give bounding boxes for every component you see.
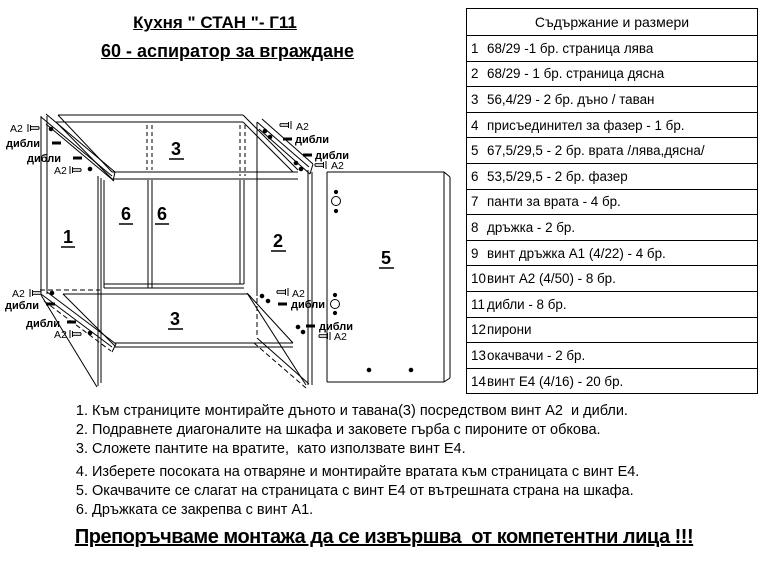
row-number: 7	[471, 194, 479, 210]
table-row	[467, 36, 757, 62]
row-text: винт Е4 (4/16) - 20 бр.	[487, 373, 624, 389]
instruction-number: 4.	[75, 464, 88, 480]
part-label-2: 2	[273, 231, 284, 251]
row-number: 4	[471, 117, 479, 133]
table-row	[467, 241, 757, 267]
table-row	[467, 318, 757, 344]
screw-label: A2	[334, 331, 347, 343]
part-label-6b: 6	[157, 204, 168, 224]
page-subtitle: 60 - аспиратор за вграждане	[101, 41, 354, 61]
dowel-label: дибли	[295, 134, 330, 146]
instruction-item	[0, 422, 760, 438]
table-row	[467, 266, 757, 292]
instruction-text: Окачвачите се слагат на страницата с винт Е4 от вътрешната страна на шкафа.	[92, 483, 634, 499]
instruction-number: 5.	[75, 483, 88, 499]
dowel-label: дибли	[5, 300, 40, 312]
screw-label: A2	[296, 121, 309, 133]
table-row	[467, 343, 757, 369]
row-text: дръжка - 2 бр.	[487, 219, 576, 235]
instruction-item	[0, 464, 760, 480]
screw-label: A2	[12, 288, 25, 300]
table-row	[467, 164, 757, 190]
instruction-item	[0, 403, 760, 419]
page-title: Кухня " СТАН "- Г11	[133, 13, 297, 32]
row-number: 11	[471, 296, 485, 312]
dowel-label: дибли	[26, 318, 61, 330]
part-label-3-top: 3	[171, 139, 182, 159]
panel-3-bottom-outline	[40, 290, 293, 347]
hinge-hole	[331, 300, 340, 309]
assembly-diagram	[0, 95, 465, 405]
row-number: 8	[471, 219, 479, 235]
table-row	[467, 215, 757, 241]
row-number: 1	[471, 40, 479, 56]
parts-table-header: Съдържание и размери	[467, 9, 757, 36]
row-number: 5	[471, 143, 479, 159]
instruction-number: 3.	[75, 441, 88, 457]
instruction-item	[0, 502, 760, 518]
table-row	[467, 138, 757, 164]
row-number: 13	[471, 347, 486, 363]
table-row	[467, 62, 757, 88]
row-number: 6	[471, 168, 479, 184]
panel-6-fazer-outline	[104, 180, 244, 288]
row-text: панти за врата - 4 бр.	[487, 194, 621, 210]
table-row	[467, 113, 757, 139]
part-label-3-bottom: 3	[170, 309, 181, 329]
table-row	[467, 190, 757, 216]
part-label-6a: 6	[121, 204, 132, 224]
row-text: 68/29 - 1 бр. страница дясна	[487, 66, 665, 82]
part-label-5: 5	[381, 248, 392, 268]
row-text: 53,5/29,5 - 2 бр. фазер	[487, 168, 628, 184]
parts-table	[466, 8, 758, 394]
instruction-item	[0, 483, 760, 499]
row-number: 9	[471, 245, 479, 261]
dowel-label: дибли	[27, 153, 62, 165]
panel-5-door-outline	[327, 172, 450, 382]
row-number: 14	[471, 373, 486, 389]
row-number: 12	[471, 322, 486, 338]
hinge-hole	[332, 197, 341, 206]
dowel-label: дибли	[319, 321, 354, 333]
row-text: 67,5/29,5 - 2 бр. врата /лява,дясна/	[487, 143, 705, 159]
dowel-label: дибли	[6, 138, 41, 150]
row-number: 10	[471, 271, 486, 287]
row-text: окачвачи - 2 бр.	[487, 347, 586, 363]
part-label-underlines	[61, 159, 394, 329]
screw-label: A2	[10, 123, 23, 135]
instruction-number: 2.	[75, 422, 88, 438]
row-text: винт А2 (4/50) - 8 бр.	[487, 271, 616, 287]
instruction-number: 1.	[75, 403, 88, 419]
table-row	[467, 87, 757, 113]
instruction-number: 6.	[75, 502, 88, 518]
row-number: 3	[471, 91, 479, 107]
row-text: пирони	[487, 322, 532, 338]
row-text: присъединител за фазер - 1 бр.	[487, 117, 685, 133]
footer-warning: Препоръчваме монтажа да се извършва от компетентни лица !!!	[74, 526, 694, 548]
row-text: дибли - 8 бр.	[487, 296, 567, 312]
dowel-label: дибли	[315, 150, 350, 162]
table-row	[467, 369, 757, 394]
row-number: 2	[471, 66, 479, 82]
dowel-label: дибли	[291, 299, 326, 311]
row-text: 68/29 -1 бр. страница лява	[487, 40, 654, 56]
instruction-text: Сложете пантите на вратите, като използвате винт Е4.	[92, 441, 466, 457]
instruction-item	[0, 441, 760, 457]
instruction-text: Към страниците монтирайте дъното и тавана(3) посредством винт А2 и дибли.	[92, 403, 628, 419]
instruction-text: Подравнете диагоналите на шкафа и заковете гърба с пироните от обкова.	[92, 422, 601, 438]
screw-label: A2	[54, 329, 67, 341]
screw-label: A2	[54, 165, 67, 177]
screw-label: A2	[331, 160, 344, 172]
screw-label: A2	[292, 288, 305, 300]
part-label-1: 1	[63, 227, 74, 247]
row-text: винт дръжка А1 (4/22) - 4 бр.	[487, 245, 666, 261]
row-text: 56,4/29 - 2 бр. дъно / таван	[487, 91, 655, 107]
table-row	[467, 292, 757, 318]
instruction-text: Дръжката се закрепва с винт А1.	[92, 502, 314, 518]
instruction-text: Изберете посоката на отваряне и монтирайте вратата към страницата с винт Е4.	[92, 464, 640, 480]
assembly-instructions	[0, 403, 760, 521]
